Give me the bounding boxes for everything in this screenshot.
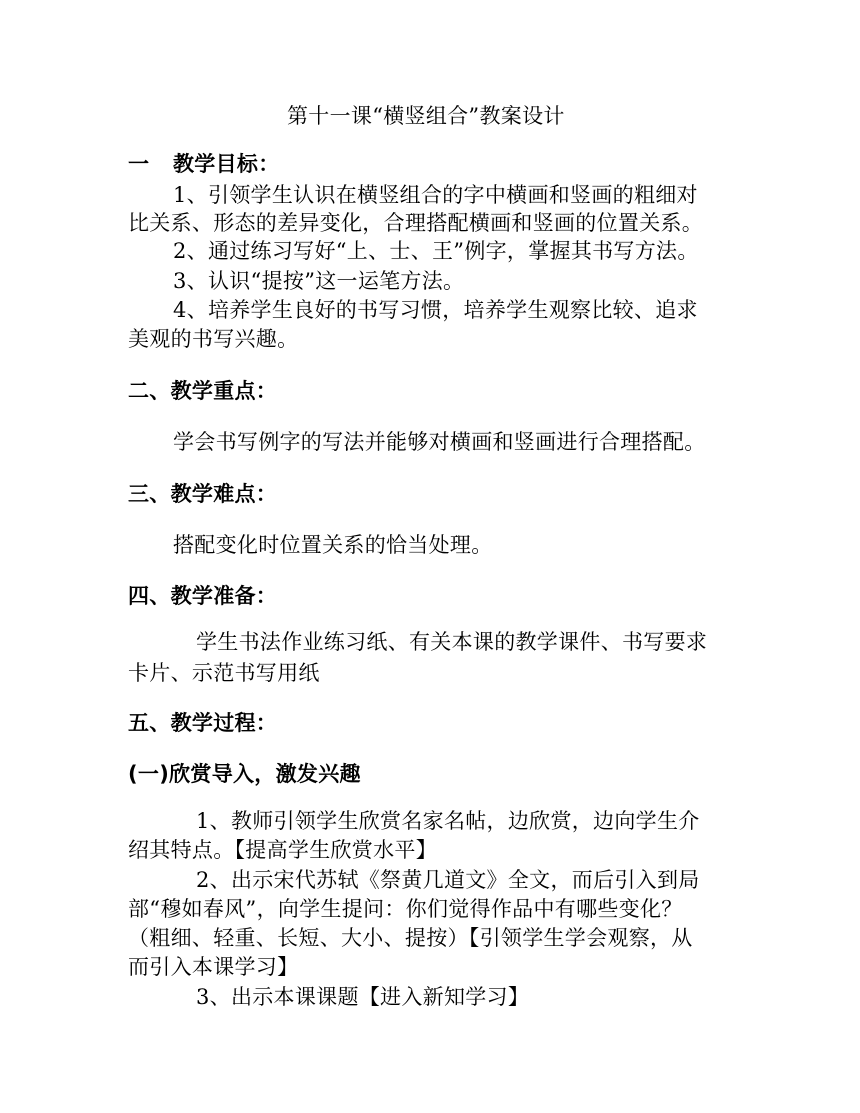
goal-item-3: 3、认识“提按”这一运笔方法。 [173,269,465,293]
section4-body-line1: 学生书法作业练习纸、有关本课的教学课件、书写要求 [196,630,708,654]
section5-heading: 五、教学过程： [128,711,278,735]
goal-item-2: 2、通过练习写好“上、士、王”例字，掌握其书写方法。 [173,239,699,263]
section4-heading: 四、教学准备： [128,584,278,608]
process-line-1: 1、教师引领学生欣赏名家名帖，边欣赏，边向学生介 [196,809,700,833]
goal-item-4-line2: 美观的书写兴趣。 [128,327,299,351]
process-line-4: 部“穆如春风”，向学生提问：你们觉得作品中有哪些变化？ [128,897,683,921]
goal-item-1-line1: 1、引领学生认识在横竖组合的字中横画和竖画的粗细对 [173,183,698,207]
section1-heading: 教学目标： [173,152,280,176]
process-line-6: 而引入本课学习】 [128,955,299,979]
section1-heading-number: 一 [128,152,150,176]
process-line-7: 3、出示本课课题【进入新知学习】 [196,985,530,1009]
section2-body: 学会书写例字的写法并能够对横画和竖画进行合理搭配。 [173,430,706,454]
section3-body: 搭配变化时位置关系的恰当处理。 [173,533,493,557]
process-line-3: 2、出示宋代苏轼《祭黄几道文》全文，而后引入到局 [196,868,700,892]
section4-body-line2: 卡片、示范书写用纸 [128,661,320,685]
section3-heading: 三、教学难点： [128,482,278,506]
process-line-2: 绍其特点。【提高学生欣赏水平】 [128,838,437,862]
section2-heading: 二、教学重点： [128,379,278,403]
section5-subheading: (一)欣赏导入，激发兴趣 [128,762,361,786]
process-line-5: （粗细、轻重、长短、大小、提按）【引领学生学会观察，从 [128,926,693,950]
goal-item-1-line2: 比关系、形态的差异变化，合理搭配横画和竖画的位置关系。 [128,211,704,235]
document-title: 第十一课“横竖组合”教案设计 [287,104,565,128]
goal-item-4-line1: 4、培养学生良好的书写习惯，培养学生观察比较、追求 [173,298,698,322]
